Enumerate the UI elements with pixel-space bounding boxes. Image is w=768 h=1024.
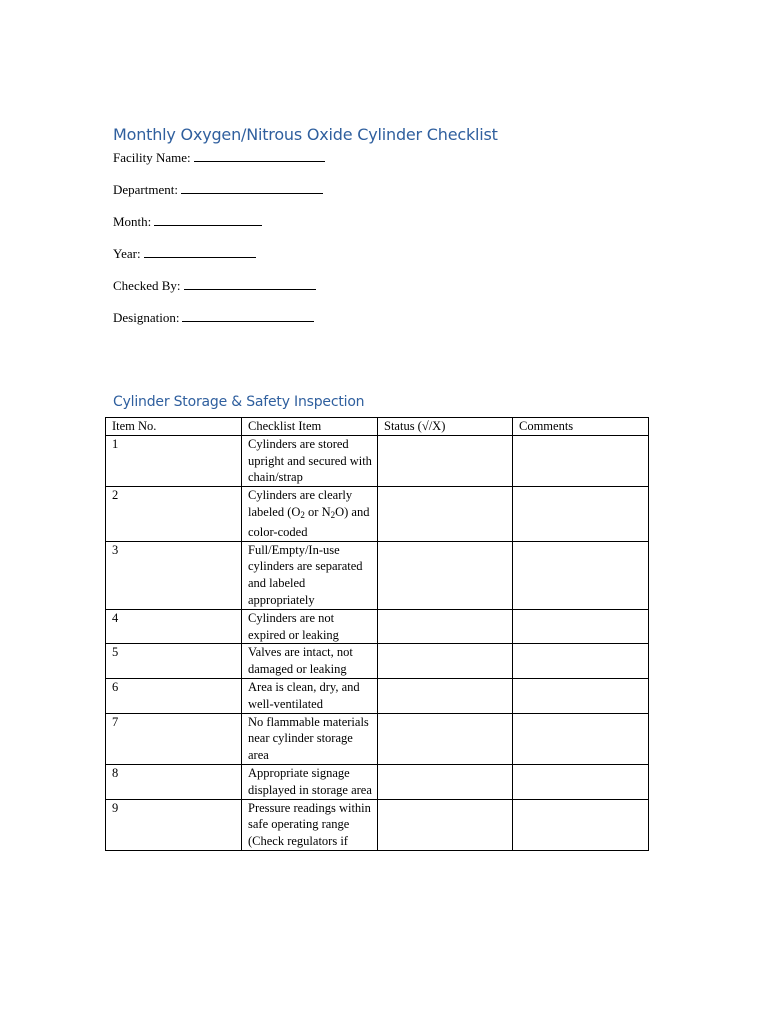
checklist-item-text: Pressure readings within safe operating range (Check regulators if <box>242 799 378 850</box>
checked-by-label: Checked By: <box>113 278 181 293</box>
status-cell[interactable] <box>378 678 513 713</box>
item-number: 2 <box>106 487 242 541</box>
checklist-item-text: Cylinders are stored upright and secured with chain/strap <box>242 435 378 486</box>
year-field <box>113 246 256 262</box>
item-number: 4 <box>106 609 242 644</box>
table-row <box>106 764 649 799</box>
month-label: Month: <box>113 214 152 229</box>
designation-label: Designation: <box>113 310 180 325</box>
facility-name-field <box>113 150 325 166</box>
year-label: Year: <box>113 246 141 261</box>
facility-name-label: Facility Name: <box>113 150 191 165</box>
month-blank[interactable] <box>154 214 262 226</box>
item-number: 3 <box>106 541 242 609</box>
table-row <box>106 678 649 713</box>
header-comments: Comments <box>513 418 649 436</box>
year-blank[interactable] <box>144 246 256 258</box>
facility-name-blank[interactable] <box>194 150 325 162</box>
department-label: Department: <box>113 182 178 197</box>
checklist-item-text: Valves are intact, not damaged or leaking <box>242 644 378 679</box>
status-cell[interactable] <box>378 435 513 486</box>
checked-by-field <box>113 278 316 294</box>
table-row <box>106 435 649 486</box>
checklist-item-text: Cylinders are not expired or leaking <box>242 609 378 644</box>
item-number: 1 <box>106 435 242 486</box>
designation-field <box>113 310 314 326</box>
department-blank[interactable] <box>181 182 323 194</box>
designation-blank[interactable] <box>182 310 314 322</box>
page-title: Monthly Oxygen/Nitrous Oxide Cylinder Checklist <box>113 125 498 144</box>
table-row <box>106 799 649 850</box>
table-row <box>106 487 649 541</box>
table-header-row <box>106 418 649 436</box>
item-text-part: O) and color-coded <box>248 504 370 539</box>
status-cell[interactable] <box>378 644 513 679</box>
status-cell[interactable] <box>378 487 513 541</box>
header-status: Status (√/X) <box>378 418 513 436</box>
comments-cell[interactable] <box>513 487 649 541</box>
table-row <box>106 644 649 679</box>
checklist-table <box>105 417 649 851</box>
table-row <box>106 541 649 609</box>
comments-cell[interactable] <box>513 764 649 799</box>
department-field <box>113 182 323 198</box>
checked-by-blank[interactable] <box>184 278 316 290</box>
item-number: 8 <box>106 764 242 799</box>
checklist-item-text: Full/Empty/In-use cylinders are separated and labeled appropriately <box>242 541 378 609</box>
checklist-item-text: Area is clean, dry, and well-ventilated <box>242 678 378 713</box>
header-checklist-item: Checklist Item <box>242 418 378 436</box>
table-row <box>106 609 649 644</box>
subscript: 2 <box>300 509 305 520</box>
comments-cell[interactable] <box>513 799 649 850</box>
status-cell[interactable] <box>378 764 513 799</box>
comments-cell[interactable] <box>513 678 649 713</box>
checklist-item-text: No flammable materials near cylinder storage area <box>242 713 378 764</box>
status-cell[interactable] <box>378 609 513 644</box>
item-number: 5 <box>106 644 242 679</box>
item-text-part: Cylinders are clearly labeled (O <box>248 488 353 519</box>
subscript: 2 <box>330 509 336 520</box>
item-number: 6 <box>106 678 242 713</box>
section-title: Cylinder Storage & Safety Inspection <box>113 394 365 410</box>
header-item-no: Item No. <box>106 418 242 436</box>
comments-cell[interactable] <box>513 435 649 486</box>
comments-cell[interactable] <box>513 644 649 679</box>
table-row <box>106 713 649 764</box>
status-cell[interactable] <box>378 713 513 764</box>
item-text-part: or N <box>304 504 331 519</box>
status-cell[interactable] <box>378 799 513 850</box>
item-number: 9 <box>106 799 242 850</box>
checklist-item-text: Appropriate signage displayed in storage area <box>242 764 378 799</box>
comments-cell[interactable] <box>513 713 649 764</box>
item-number: 7 <box>106 713 242 764</box>
status-cell[interactable] <box>378 541 513 609</box>
checklist-item-text <box>242 487 378 541</box>
month-field <box>113 214 262 230</box>
comments-cell[interactable] <box>513 541 649 609</box>
comments-cell[interactable] <box>513 609 649 644</box>
